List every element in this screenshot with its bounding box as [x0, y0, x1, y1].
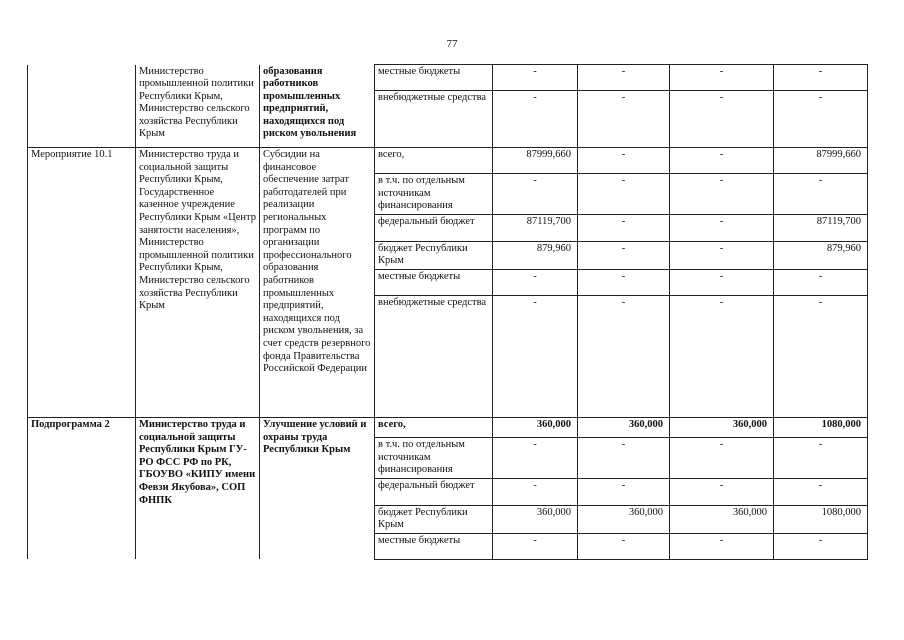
executors-cell: Министерство труда и социальной защиты Республики Крым, Государственное казенное учреждение Республики Крым «Центр занятости населения», Министерство промышленной политики Республики Крым, Министерство сельского хозяйства Республики Крым	[136, 148, 260, 418]
source-cell: в т.ч. по отдельным источникам финансирования	[375, 174, 493, 215]
table-row	[28, 148, 868, 174]
value-cell: 879,960	[493, 241, 578, 269]
value-cell: -	[493, 174, 578, 215]
value-cell: -	[670, 241, 774, 269]
page-number: 77	[446, 38, 458, 50]
value-cell: -	[493, 295, 578, 417]
source-cell: федеральный бюджет	[375, 478, 493, 505]
total-cell: -	[774, 65, 868, 91]
executors-cell: Министерство труда и социальной защиты Республики Крым ГУ-РО ФСС РФ по РК, ГБОУВО «КИПУ имени Февзи Якубова», СОП ФНПК	[136, 417, 260, 559]
value-cell: -	[578, 65, 670, 91]
source-cell: местные бюджеты	[375, 269, 493, 295]
total-cell: -	[774, 91, 868, 148]
total-cell: 1080,000	[774, 417, 868, 437]
source-cell: всего,	[375, 148, 493, 174]
program-cell: Подпрограмма 2	[28, 417, 136, 559]
value-cell: -	[493, 533, 578, 559]
value-cell: -	[670, 295, 774, 417]
source-cell: всего,	[375, 417, 493, 437]
title-cell: Улучшение условий и охраны труда Республики Крым	[260, 417, 375, 559]
source-cell: бюджет Республики Крым	[375, 241, 493, 269]
value-cell: 360,000	[578, 417, 670, 437]
program-cell	[28, 65, 136, 148]
executors-cell: Министерство промышленной политики Республики Крым, Министерство сельского хозяйства Республики Крым	[136, 65, 260, 148]
value-cell: -	[578, 91, 670, 148]
value-cell: -	[670, 214, 774, 241]
value-cell: -	[670, 269, 774, 295]
value-cell: -	[493, 269, 578, 295]
title-cell: образования работников промышленных предприятий, находящихся под риском увольнения	[260, 65, 375, 148]
value-cell: -	[493, 91, 578, 148]
total-cell: 87119,700	[774, 214, 868, 241]
value-cell: -	[578, 241, 670, 269]
value-cell: -	[578, 269, 670, 295]
value-cell: -	[670, 478, 774, 505]
source-cell: в т.ч. по отдельным источникам финансирования	[375, 437, 493, 478]
source-cell: внебюджетные средства	[375, 295, 493, 417]
budget-table	[27, 64, 868, 560]
value-cell: -	[493, 65, 578, 91]
value-cell: 87119,700	[493, 214, 578, 241]
source-cell: местные бюджеты	[375, 533, 493, 559]
value-cell: -	[578, 533, 670, 559]
value-cell: 360,000	[670, 505, 774, 533]
value-cell: 87999,660	[493, 148, 578, 174]
value-cell: 360,000	[493, 505, 578, 533]
program-cell: Мероприятие 10.1	[28, 148, 136, 418]
source-cell: бюджет Республики Крым	[375, 505, 493, 533]
source-cell: местные бюджеты	[375, 65, 493, 91]
value-cell: 360,000	[670, 417, 774, 437]
value-cell: -	[670, 533, 774, 559]
total-cell: -	[774, 478, 868, 505]
value-cell: -	[578, 174, 670, 215]
table-row	[28, 65, 868, 91]
value-cell: -	[670, 91, 774, 148]
table-row	[28, 417, 868, 437]
value-cell: -	[670, 65, 774, 91]
source-cell: внебюджетные средства	[375, 91, 493, 148]
title-cell: Субсидии на финансовое обеспечение затрат работодателей при реализации региональных программ по организации профессионального образования работников промышленных предприятий, находящихся под риском увольнения, за счет средств резервного фонда Правительства Российской Федерации	[260, 148, 375, 418]
value-cell: -	[578, 214, 670, 241]
total-cell: 1080,000	[774, 505, 868, 533]
total-cell: -	[774, 269, 868, 295]
value-cell: -	[670, 437, 774, 478]
value-cell: -	[578, 148, 670, 174]
value-cell: -	[670, 148, 774, 174]
value-cell: -	[578, 437, 670, 478]
value-cell: -	[670, 174, 774, 215]
total-cell: -	[774, 437, 868, 478]
value-cell: -	[578, 478, 670, 505]
source-cell: федеральный бюджет	[375, 214, 493, 241]
value-cell: 360,000	[578, 505, 670, 533]
value-cell: -	[578, 295, 670, 417]
total-cell: -	[774, 174, 868, 215]
value-cell: 360,000	[493, 417, 578, 437]
total-cell: -	[774, 533, 868, 559]
value-cell: -	[493, 478, 578, 505]
total-cell: 87999,660	[774, 148, 868, 174]
total-cell: -	[774, 295, 868, 417]
total-cell: 879,960	[774, 241, 868, 269]
value-cell: -	[493, 437, 578, 478]
